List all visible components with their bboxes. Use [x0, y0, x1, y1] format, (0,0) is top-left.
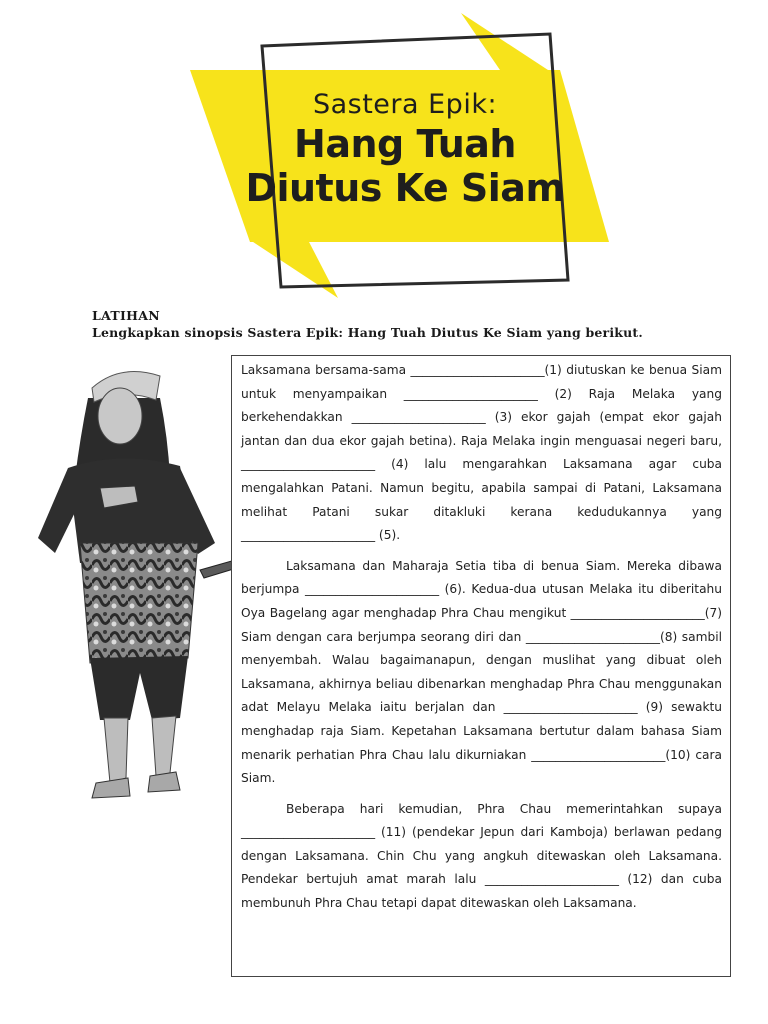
- banner-triangle-bottom: [250, 240, 338, 298]
- blank-1[interactable]: ______________________: [410, 363, 545, 377]
- face: [98, 388, 142, 444]
- paragraph-1: Laksamana bersama-sama ______________________(1) diutuskan ke benua Siam untuk menyampaikan ______________________ (2) Raja Melaka yang berkehendakkan ______________________ (3) ekor gajah (empat ekor gajah jantan dan dua ekor gajah betina). Raja Melaka ingin menguasai negeri baru, ______________________ (4) lalu mengarahkan Laksamana agar cuba mengalahkan Patani. Namun begitu, apabila sampai di Patani, Laksamana melihat Patani sukar ditakluki kerana kedudukannya yang ______________________ (5).: [241, 363, 722, 543]
- title-line-1: Sastera Epik:: [312, 89, 498, 120]
- feet: [92, 772, 180, 798]
- blank-4[interactable]: ______________________: [241, 457, 376, 472]
- synopsis-passage: [241, 359, 722, 923]
- blank-5[interactable]: ______________________: [241, 528, 376, 543]
- blank-9[interactable]: ______________________: [503, 700, 638, 715]
- title-line-3: Diutus Ke Siam: [245, 166, 565, 210]
- blank-10[interactable]: ______________________: [531, 747, 666, 762]
- blank-8[interactable]: ______________________: [525, 629, 660, 644]
- banner-title: [240, 88, 570, 210]
- blank-12[interactable]: ______________________: [484, 872, 619, 887]
- banner-triangle-top: [461, 13, 548, 70]
- exercise-heading: LATIHAN: [92, 308, 160, 323]
- exercise-instruction: Lengkapkan sinopsis Sastera Epik: Hang Tuah Diutus Ke Siam yang berikut.: [92, 325, 643, 340]
- paragraph-2: Laksamana dan Maharaja Setia tiba di benua Siam. Mereka dibawa berjumpa ______________________ (6). Kedua-dua utusan Melaka itu diberitahu Oya Bagelang agar menghadap Phra Chau mengikut ______________________(7) Siam dengan cara berjumpa seorang diri dan ______________________(8) sambil menyembah. Walau bagaimanapun, dengan muslihat yang dibuat oleh Laksamana, akhirnya beliau dibenarkan menghadap Phra Chau menggunakan adat Melayu Melaka iaitu berjalan dan ______________________ (9) sewaktu menghadap raja Siam. Kepetahan Laksamana bertutur dalam bahasa Siam menarik perhatian Phra Chau lalu dikurniakan ______________________(10) cara Siam.: [241, 558, 723, 786]
- trousers: [90, 656, 188, 720]
- blank-3[interactable]: ______________________: [351, 410, 486, 425]
- blank-2[interactable]: ______________________: [403, 386, 538, 401]
- title-line-2: Hang Tuah: [294, 122, 516, 166]
- paragraph-3: Beberapa hari kemudian, Phra Chau memerintahkan supaya ______________________ (11) (pendekar Jepun dari Kamboja) berlawan pedang dengan Laksamana. Chin Chu yang angkuh ditewaskan oleh Laksamana. Pendekar bertujuh amat marah lalu ______________________ (12) dan cuba membunuh Phra Chau tetapi dapat ditewaskan oleh Laksamana.: [241, 801, 722, 911]
- sarong: [80, 543, 198, 663]
- blank-7[interactable]: ______________________: [570, 605, 705, 620]
- legs: [104, 716, 176, 783]
- blank-11[interactable]: ______________________: [241, 825, 376, 840]
- blank-6[interactable]: ______________________: [305, 582, 440, 597]
